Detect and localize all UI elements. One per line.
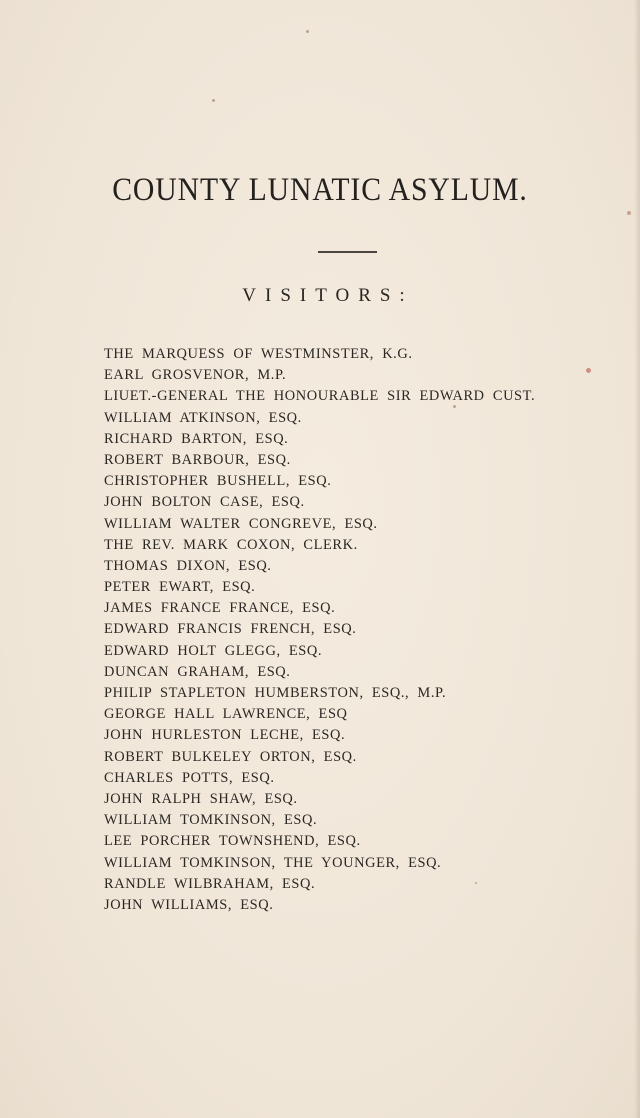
visitor-entry: WILLIAM WALTER CONGREVE, ESQ.: [104, 515, 378, 532]
visitor-entry: WILLIAM TOMKINSON, ESQ.: [104, 812, 318, 829]
visitor-entry: PHILIP STAPLETON HUMBERSTON, ESQ., M.P.: [104, 685, 447, 701]
visitor-entry: THOMAS DIXON, ESQ.: [104, 557, 272, 574]
visitor-entry: DUNCAN GRAHAM, ESQ.: [104, 663, 291, 680]
paper-speck: [586, 368, 591, 373]
visitor-entry: ROBERT BARBOUR, ESQ.: [104, 451, 291, 468]
visitor-entry: RICHARD BARTON, ESQ.: [104, 430, 289, 447]
visitor-entry: JAMES FRANCE FRANCE, ESQ.: [104, 600, 336, 617]
title-divider: [318, 251, 377, 253]
visitor-entry: EDWARD FRANCIS FRENCH, ESQ.: [104, 621, 357, 638]
visitor-entry: ROBERT BULKELEY ORTON, ESQ.: [104, 748, 357, 765]
visitor-entry: EARL GROSVENOR, M.P.: [104, 367, 287, 384]
visitor-entry: JOHN RALPH SHAW, ESQ.: [104, 790, 298, 807]
visitor-entry: JOHN HURLESTON LECHE, ESQ.: [104, 727, 346, 744]
visitor-entry: CHARLES POTTS, ESQ.: [104, 769, 275, 786]
page-edge-shadow: [634, 0, 640, 1118]
paper-speck: [212, 99, 215, 102]
visitors-heading: VISITORS:: [242, 285, 414, 306]
paper-speck: [627, 211, 631, 215]
visitor-entry: LEE PORCHER TOWNSHEND, ESQ.: [104, 833, 361, 850]
visitor-entry: WILLIAM ATKINSON, ESQ.: [104, 409, 302, 426]
paper-speck: [306, 30, 309, 33]
visitor-entry: PETER EWART, ESQ.: [104, 579, 256, 596]
page-title: COUNTY LUNATIC ASYLUM.: [112, 172, 528, 208]
visitor-entry: CHRISTOPHER BUSHELL, ESQ.: [104, 473, 332, 490]
visitor-entry: LIUET.-GENERAL THE HONOURABLE SIR EDWARD CUST.: [104, 388, 536, 405]
visitor-entry: JOHN BOLTON CASE, ESQ.: [104, 494, 305, 511]
visitor-entry: WILLIAM TOMKINSON, THE YOUNGER, ESQ.: [104, 854, 442, 871]
visitor-entry: THE MARQUESS OF WESTMINSTER, K.G.: [104, 346, 413, 362]
visitor-entry: GEORGE HALL LAWRENCE, ESQ: [104, 706, 348, 723]
visitor-entry: RANDLE WILBRAHAM, ESQ.: [104, 875, 316, 892]
visitor-entry: JOHN WILLIAMS, ESQ.: [104, 896, 274, 913]
visitor-entry: THE REV. MARK COXON, CLERK.: [104, 536, 358, 553]
visitor-entry: EDWARD HOLT GLEGG, ESQ.: [104, 642, 323, 659]
visitors-list: [104, 344, 535, 916]
